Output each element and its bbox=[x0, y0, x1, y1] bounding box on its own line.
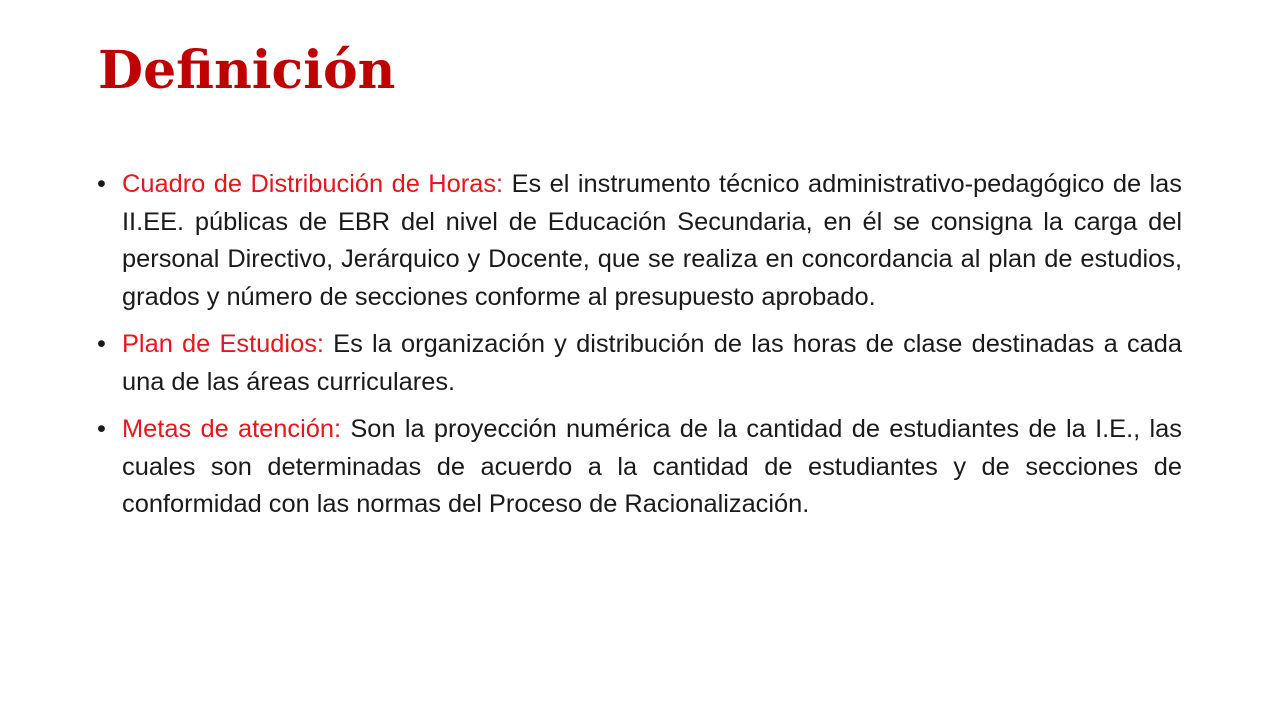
slide-title: Definición bbox=[98, 40, 396, 101]
bullet-text: Es el instrumento técnico administrativo-pedagógico de las II.EE. públicas de EBR del nivel de Educación Secundaria, en él se consigna la carga del personal Directivo, Jerárquico y Docente, que se realiza en concordancia al plan de estudios, grados y número de secciones conforme al presupuesto aprobado. bbox=[122, 170, 1182, 311]
bullet-term: Plan de Estudios: bbox=[122, 330, 324, 358]
bullet-list bbox=[97, 166, 1182, 534]
bullet-term: Cuadro de Distribución de Horas: bbox=[122, 170, 504, 198]
bullet-dot-icon: • bbox=[97, 170, 106, 198]
bullet-item-plan-estudios bbox=[97, 326, 1182, 401]
bullet-term: Metas de atención: bbox=[122, 415, 342, 443]
bullet-item-cuadro-distribucion-horas bbox=[97, 166, 1182, 316]
bullet-dot-icon: • bbox=[97, 415, 106, 443]
bullet-dot-icon: • bbox=[97, 330, 106, 358]
bullet-text: Son la proyección numérica de la cantidad de estudiantes de la I.E., las cuales son determinadas de acuerdo a la cantidad de estudiantes y de secciones de conformidad con las normas del Proceso de Racionalización. bbox=[122, 415, 1182, 518]
bullet-text: Es la organización y distribución de las horas de clase destinadas a cada una de las áreas curriculares. bbox=[122, 330, 1182, 396]
bullet-item-metas-atencion bbox=[97, 411, 1182, 524]
